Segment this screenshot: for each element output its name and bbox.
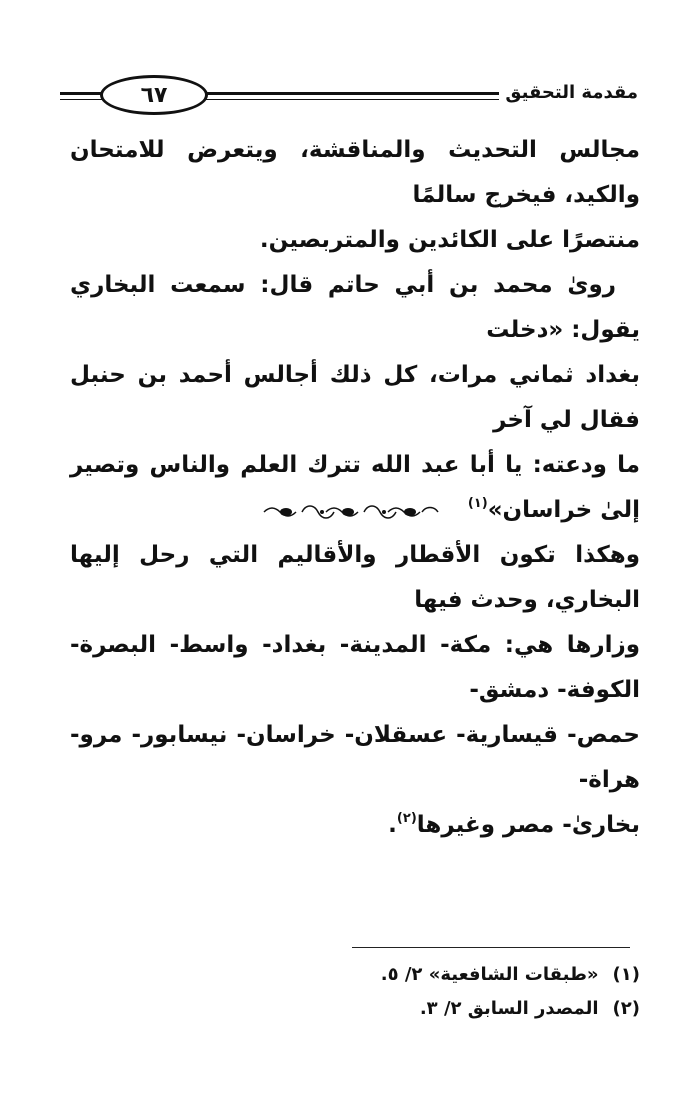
paragraph-line: [70, 803, 640, 848]
page-header: [60, 72, 638, 120]
paragraph-line: بغداد ثماني مرات، كل ذلك أجالس أحمد بن حنبل فقال لي آخر: [70, 362, 640, 433]
header-rule-left-thin: [60, 99, 102, 100]
footnote-text: «طبقات الشافعية» ٢/ ٥.: [380, 964, 599, 985]
paragraph-line: مجالس التحديث والمناقشة، ويتعرض للامتحان والكيد، فيخرج سالمًا: [70, 137, 640, 208]
main-text: [70, 128, 640, 848]
header-rule-left: [60, 92, 102, 95]
paragraph-line: وهكذا تكون الأقطار والأقاليم التي رحل إليها البخاري، وحدث فيها: [70, 542, 640, 613]
paragraph-line: منتصرًا على الكائدين والمتربصين.: [259, 227, 640, 253]
running-title: مقدمة التحقيق: [499, 82, 638, 103]
footnote-ref-1[interactable]: (١): [467, 496, 488, 511]
page-number: ٦٧: [140, 82, 168, 108]
paragraph-line: وزارها هي: مكة- المدينة- بغداد- واسط- البصرة- الكوفة- دمشق-: [70, 632, 640, 703]
line-text: ما ودعته: يا أبا عبد الله تترك العلم والناس وتصير إلىٰ خراسان»: [70, 452, 640, 523]
footnote-number: (٢): [612, 998, 640, 1019]
footnote-ref-2[interactable]: (٢): [396, 811, 417, 826]
paragraph-line: رویٰ محمد بن أبي حاتم قال: سمعت البخاري يقول: «دخلت: [70, 272, 640, 343]
ornament-divider-icon: [262, 500, 442, 524]
paragraph-line: حمص- قيسارية- عسقلان- خراسان- نيسابور- مرو- هراة-: [70, 722, 640, 793]
footnote-number: (١): [612, 964, 640, 985]
footnotes: [300, 958, 640, 1026]
footnote-separator: [352, 947, 630, 948]
line-text: بخارىٰ- مصر وغيرها: [416, 812, 640, 838]
line-end: .: [388, 812, 397, 838]
footnote-item: [300, 992, 640, 1026]
page-number-badge: [100, 75, 208, 115]
footnote-text: المصدر السابق ٢/ ٣.: [419, 998, 599, 1019]
footnote-item: [300, 958, 640, 992]
